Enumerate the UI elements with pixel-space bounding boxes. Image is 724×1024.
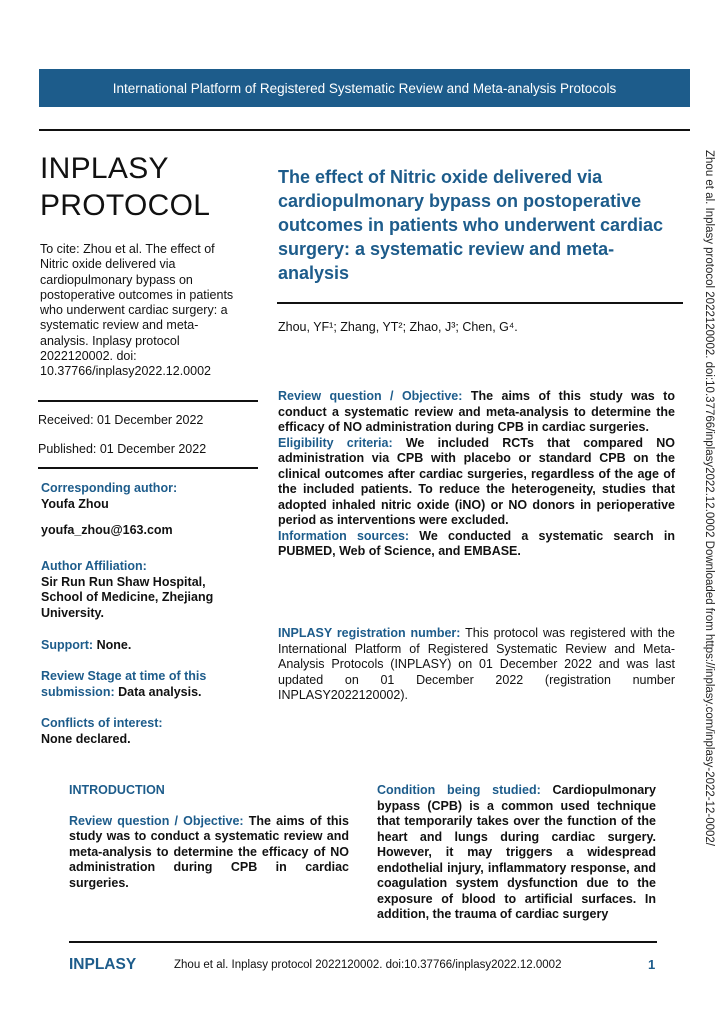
review-question-text: The aims of this study was to conduct a systematic review and meta-analysis to determine the efficacy of NO administration during CPB in cardiac surgeries. [278, 389, 675, 434]
published-date: Published: 01 December 2022 [38, 442, 207, 456]
corresponding-email[interactable]: youfa_zhou@163.com [41, 523, 173, 537]
support [41, 638, 241, 654]
side-citation: Zhou et al. Inplasy protocol 2022120002. doi:10.37766/inplasy2022.12.0002 Downloaded from https://inplasy.com/inplasy-2022-12-0002/ [703, 150, 715, 847]
registration [278, 626, 675, 704]
conflicts-value: None declared. [41, 731, 131, 746]
abstract-sources [278, 529, 675, 560]
header-rule [39, 129, 690, 131]
footer-brand: INPLASY [69, 956, 137, 973]
page-number: 1 [648, 957, 656, 972]
review-stage [41, 669, 241, 700]
eligibility-text: We included RCTs that compared NO administration via CPB with placebo or standard CPB on the clinical outcomes after cardiac surgeries, regardless of the age of the included patients. To reduce the heterogeneity, studies that adopted inhaled nitric oxide (iNO) or NO donors in perioperative period as interventions were excluded. [278, 435, 675, 527]
to-cite: To cite: Zhou et al. The effect of Nitric oxide delivered via cardiopulmonary bypass on postoperative outcomes in patients who underwent cardiac surgery: a systematic review and meta-analysis. Inplasy protocol 2022120002. doi: 10.37766/inplasy2022.12.0002 [40, 242, 234, 379]
title-rule [277, 302, 683, 304]
author-affiliation [41, 559, 241, 621]
corresponding-label: Corresponding author: [41, 481, 178, 495]
corresponding-name: Youfa Zhou [41, 496, 109, 511]
sources-text: We conducted a systematic search in PUBMED, Web of Science, and EMBASE. [278, 528, 675, 558]
abstract-review-question [278, 389, 675, 436]
introduction-paragraph [69, 814, 349, 892]
protocol-label [40, 150, 210, 224]
condition-text: Cardiopulmonary bypass (CPB) is a common used technique that temporarily takes over the function of the heart and lungs during cardiac surgery. However, it may triggers a widespread endothelial injury, inflammatory response, and coagulation system dysfunction due to the exposure of blood to artificial surfaces. In addition, the trauma of cardiac surgery [377, 783, 656, 921]
support-label: Support: [41, 638, 94, 652]
protocol-label-line2: PROTOCOL [40, 189, 211, 222]
intro-review-text: The aims of this study was to conduct a systematic review and meta-analysis to determine the efficacy of NO administration during CPB in cardiac surgeries. [69, 813, 349, 890]
eligibility-label: Eligibility criteria: [278, 435, 393, 450]
paper-title: The effect of Nitric oxide delivered via cardiopulmonary bypass on postoperative outcomes in patients who underwent cardiac surgery: a systematic review and meta-analysis [278, 167, 664, 283]
corresponding-author [41, 481, 241, 539]
affiliation-value: Sir Run Run Shaw Hospital, School of Medicine, Zhejiang University. [41, 574, 214, 620]
footer-citation: Zhou et al. Inplasy protocol 2022120002. doi:10.37766/inplasy2022.12.0002 [174, 959, 562, 971]
condition-being-studied [377, 783, 656, 923]
introduction-heading: INTRODUCTION [69, 783, 165, 797]
abstract-eligibility [278, 436, 675, 529]
registration-label: INPLASY registration number: [278, 626, 461, 640]
conflicts-label: Conflicts of interest: [41, 716, 163, 730]
cite-rule [38, 400, 258, 402]
received-date: Received: 01 December 2022 [38, 413, 204, 427]
registration-text: This protocol was registered with the International Platform of Registered Systematic Review and Meta-Analysis Protocols (INPLASY) on 01 December 2022 and was last updated on 01 December 2022 (registration number INPLASY2022120002). [278, 626, 675, 702]
affiliation-label: Author Affiliation: [41, 559, 147, 573]
introduction [69, 783, 349, 891]
support-value: None. [96, 638, 132, 652]
footer-rule [69, 941, 657, 943]
journal-banner [39, 69, 690, 107]
authors: Zhou, YF¹; Zhang, YT²; Zhao, J³; Chen, G⁴. [278, 320, 518, 334]
review-stage-value: Data analysis. [118, 684, 202, 699]
condition-label: Condition being studied: [377, 783, 541, 797]
review-question-label: Review question / Objective: [278, 389, 463, 403]
sources-label: Information sources: [278, 528, 410, 543]
abstract [278, 389, 675, 560]
review-stage-label: Review Stage at time of this submission: [41, 669, 207, 699]
protocol-label-line1: INPLASY [40, 152, 169, 185]
dates-rule [38, 467, 258, 469]
intro-review-label: Review question / Objective: [69, 813, 244, 828]
banner-text: International Platform of Registered Systematic Review and Meta-analysis Protocols [112, 80, 617, 96]
conflicts-of-interest [41, 716, 241, 747]
